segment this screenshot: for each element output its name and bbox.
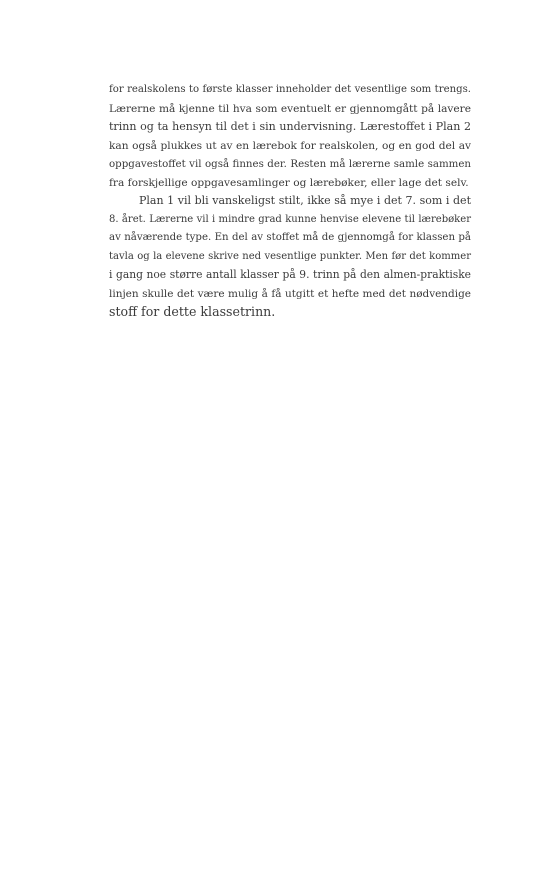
text-line: i gang noe større antall klasser på 9. trinn på den almen-praktiske — [109, 268, 471, 281]
paragraph-1 — [109, 81, 471, 192]
text-line: fra forskjellige oppgavesamlinger og lærebøker, eller lage det selv. — [109, 176, 469, 189]
text-line: trinn og ta hensyn til det i sin undervisning. Lærestoffet i Plan 2 — [109, 120, 471, 133]
text-line: Lærerne må kjenne til hva som eventuelt er gjennomgått på lavere — [109, 102, 471, 115]
text-line: linjen skulle det være mulig å få utgitt et hefte med det nødvendige — [109, 287, 471, 300]
text-line: av nåværende type. En del av stoffet må de gjennomgå for klassen på — [109, 232, 471, 243]
text-line: kan også plukkes ut av en lærebok for realskolen, og en god del av — [109, 139, 471, 152]
body-text — [109, 81, 471, 322]
text-line: tavla og la elevene skrive ned vesentlige punkter. Men før det kommer — [109, 250, 471, 262]
text-line: Plan 1 vil bli vanskeligst stilt, ikke så mye i det 7. som i det — [139, 194, 471, 207]
text-line: oppgavestoffet vil også finnes der. Resten må lærerne samle sammen — [109, 158, 471, 170]
text-line: 8. året. Lærerne vil i mindre grad kunne henvise elevene til lærebøker — [109, 213, 471, 225]
paragraph-2 — [109, 192, 471, 322]
text-line: stoff for dette klassetrinn. — [109, 304, 276, 319]
text-line: for realskolens to første klasser inneholder det vesentlige som trengs. — [109, 84, 471, 95]
